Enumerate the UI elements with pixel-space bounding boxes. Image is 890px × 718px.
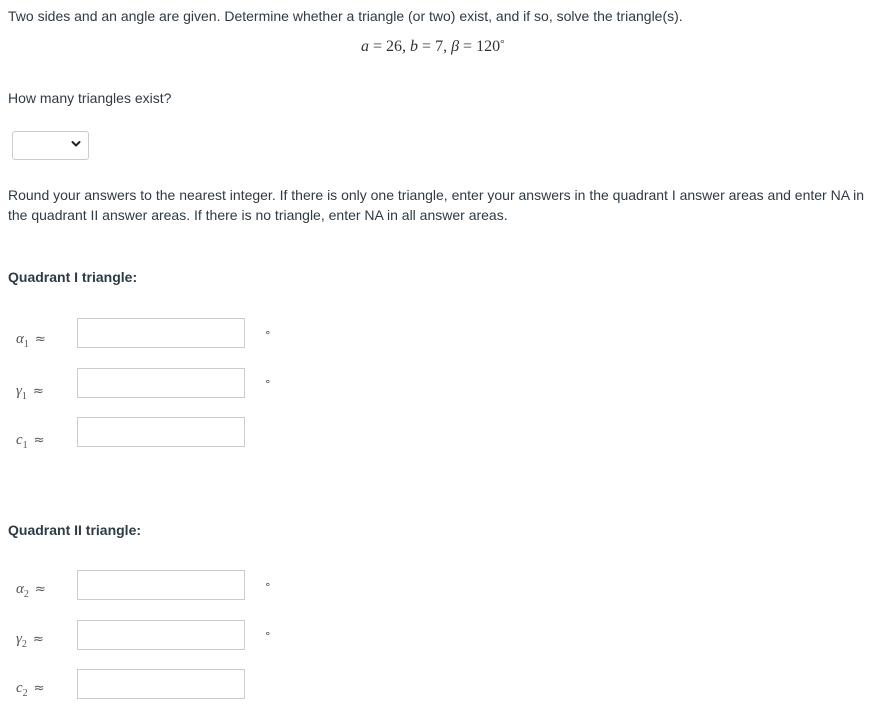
triangle-count-dropdown[interactable]	[12, 131, 89, 160]
side-a-value: 26	[386, 38, 403, 55]
alpha1-degree-unit: °	[265, 329, 271, 342]
chevron-down-icon	[71, 139, 81, 149]
side-b-value: 7	[435, 38, 444, 55]
gamma2-label: $\gamma_2$ ≈	[16, 631, 44, 650]
gamma1-label: $\gamma_1$ ≈	[16, 383, 44, 402]
instructions-text: Round your answers to the nearest integer. If there is only one triangle, enter your answers in the quadrant I answer areas and enter NA in the quadrant II answer areas. If there is no triangle, enter NA in all answer areas.	[8, 187, 865, 223]
angle-beta-variable: β	[451, 38, 460, 55]
triangle-count-label: How many triangles exist?	[8, 90, 172, 106]
gamma2-degree-unit: °	[265, 630, 271, 643]
side-a-variable: a	[361, 38, 369, 55]
c1-input[interactable]	[77, 417, 245, 447]
gamma2-input[interactable]	[77, 620, 245, 650]
quadrant2-heading: Quadrant II triangle:	[8, 522, 142, 538]
alpha1-input[interactable]	[77, 318, 245, 348]
alpha2-input[interactable]	[77, 570, 245, 600]
alpha2-label: $\alpha_2$ ≈	[16, 581, 46, 600]
question-prompt: Two sides and an angle are given. Determine whether a triangle (or two) exist, and if so, solve the triangle(s).	[8, 8, 683, 24]
c2-input[interactable]	[77, 669, 245, 699]
quadrant1-heading: Quadrant I triangle:	[8, 269, 138, 285]
given-values: a = 26, b = 7, β = 120°	[361, 38, 505, 55]
alpha1-label: $\alpha_1$ ≈	[16, 331, 46, 350]
gamma1-input[interactable]	[77, 368, 245, 398]
side-b-variable: b	[410, 38, 419, 55]
degree-symbol: °	[500, 38, 505, 50]
alpha2-degree-unit: °	[265, 581, 271, 594]
c2-label: $c_2$ ≈	[16, 680, 45, 699]
gamma1-degree-unit: °	[265, 378, 271, 391]
c1-label: $c_1$ ≈	[16, 432, 45, 451]
angle-beta-value: 120	[476, 38, 501, 55]
